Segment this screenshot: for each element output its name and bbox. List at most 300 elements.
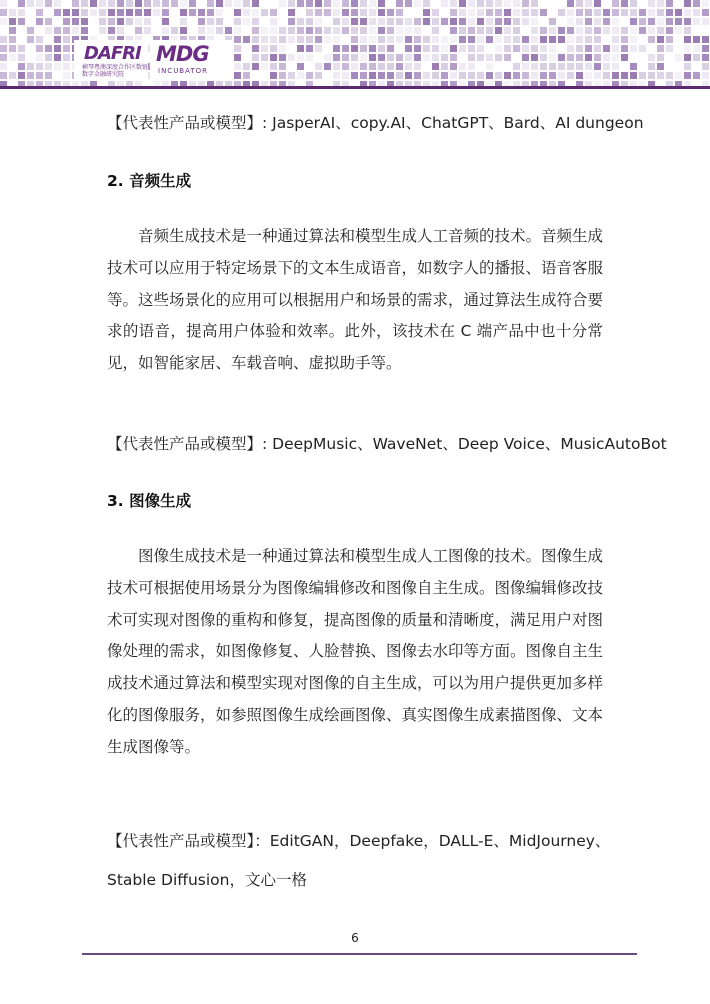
pattern-tile xyxy=(360,0,367,7)
pattern-tile xyxy=(360,36,367,43)
pattern-tile xyxy=(279,54,286,61)
pattern-tile xyxy=(342,0,349,7)
pattern-tile xyxy=(477,45,484,52)
pattern-tile xyxy=(261,54,268,61)
pattern-tile xyxy=(684,36,691,43)
pattern-tile xyxy=(468,9,475,16)
pattern-tile xyxy=(207,27,214,34)
pattern-tile xyxy=(189,0,196,7)
pattern-tile xyxy=(567,36,574,43)
pattern-tile xyxy=(63,18,70,25)
pattern-tile xyxy=(378,63,385,70)
pattern-tile xyxy=(396,72,403,79)
pattern-tile xyxy=(234,0,241,7)
pattern-tile xyxy=(234,54,241,61)
pattern-tile xyxy=(594,9,601,16)
pattern-tile xyxy=(585,36,592,43)
pattern-tile xyxy=(450,36,457,43)
pattern-tile xyxy=(630,72,637,79)
pattern-tile xyxy=(261,27,268,34)
pattern-tile xyxy=(540,63,547,70)
pattern-tile xyxy=(549,27,556,34)
pattern-tile xyxy=(648,0,655,7)
pattern-tile xyxy=(369,18,376,25)
pattern-tile xyxy=(450,72,457,79)
pattern-tile xyxy=(585,27,592,34)
pattern-tile xyxy=(693,54,700,61)
pattern-tile xyxy=(648,36,655,43)
pattern-tile xyxy=(180,27,187,34)
pattern-tile xyxy=(450,54,457,61)
pattern-tile xyxy=(0,72,7,79)
pattern-tile xyxy=(189,9,196,16)
pattern-tile xyxy=(18,45,25,52)
pattern-tile xyxy=(459,27,466,34)
representative-products-text: Stable Diffusion，文心一格 xyxy=(107,871,307,889)
pattern-tile xyxy=(513,27,520,34)
pattern-tile xyxy=(558,9,565,16)
pattern-tile xyxy=(297,18,304,25)
pattern-tile xyxy=(207,0,214,7)
pattern-tile xyxy=(621,9,628,16)
pattern-tile xyxy=(684,18,691,25)
pattern-tile xyxy=(252,9,259,16)
pattern-tile xyxy=(675,9,682,16)
pattern-tile xyxy=(702,18,709,25)
pattern-tile xyxy=(396,36,403,43)
pattern-tile xyxy=(684,72,691,79)
section-heading: 2. 音频生成 xyxy=(107,172,192,190)
pattern-tile xyxy=(486,36,493,43)
pattern-tile xyxy=(495,36,502,43)
pattern-tile xyxy=(360,27,367,34)
pattern-tile xyxy=(486,0,493,7)
pattern-tile xyxy=(657,54,664,61)
pattern-tile xyxy=(666,45,673,52)
pattern-tile xyxy=(693,18,700,25)
pattern-tile xyxy=(630,27,637,34)
pattern-tile xyxy=(306,0,313,7)
pattern-tile xyxy=(549,54,556,61)
pattern-tile xyxy=(162,18,169,25)
pattern-tile xyxy=(657,0,664,7)
pattern-tile xyxy=(252,0,259,7)
pattern-tile xyxy=(54,0,61,7)
pattern-tile xyxy=(432,9,439,16)
pattern-tile xyxy=(657,36,664,43)
pattern-tile xyxy=(261,63,268,70)
pattern-tile xyxy=(315,0,322,7)
pattern-tile xyxy=(270,36,277,43)
pattern-tile xyxy=(621,36,628,43)
pattern-tile xyxy=(603,9,610,16)
pattern-tile xyxy=(396,63,403,70)
pattern-tile xyxy=(540,27,547,34)
pattern-tile xyxy=(531,63,538,70)
pattern-tile xyxy=(315,72,322,79)
pattern-tile xyxy=(270,63,277,70)
pattern-tile xyxy=(405,0,412,7)
pattern-tile xyxy=(252,45,259,52)
pattern-tile xyxy=(513,9,520,16)
pattern-tile xyxy=(477,36,484,43)
pattern-tile xyxy=(531,36,538,43)
pattern-tile xyxy=(0,0,7,7)
pattern-tile xyxy=(108,18,115,25)
pattern-tile xyxy=(558,36,565,43)
pattern-tile xyxy=(9,18,16,25)
pattern-tile xyxy=(504,45,511,52)
pattern-tile xyxy=(54,36,61,43)
pattern-tile xyxy=(648,63,655,70)
pattern-tile xyxy=(468,45,475,52)
pattern-tile xyxy=(477,0,484,7)
pattern-tile xyxy=(576,54,583,61)
pattern-tile xyxy=(90,0,97,7)
pattern-tile xyxy=(0,54,7,61)
pattern-tile xyxy=(522,54,529,61)
pattern-tile xyxy=(288,36,295,43)
pattern-tile xyxy=(495,27,502,34)
pattern-tile xyxy=(45,27,52,34)
pattern-tile xyxy=(504,54,511,61)
pattern-tile xyxy=(639,72,646,79)
pattern-tile xyxy=(477,27,484,34)
pattern-tile xyxy=(45,63,52,70)
pattern-tile xyxy=(576,9,583,16)
pattern-tile xyxy=(603,45,610,52)
pattern-tile xyxy=(522,18,529,25)
pattern-tile xyxy=(324,27,331,34)
pattern-tile xyxy=(9,45,16,52)
pattern-tile xyxy=(378,18,385,25)
pattern-tile xyxy=(126,18,133,25)
pattern-tile xyxy=(117,27,124,34)
pattern-tile xyxy=(144,18,151,25)
pattern-tile xyxy=(288,18,295,25)
pattern-tile xyxy=(360,45,367,52)
pattern-tile xyxy=(270,27,277,34)
pattern-tile xyxy=(639,27,646,34)
pattern-tile xyxy=(414,63,421,70)
pattern-tile xyxy=(612,9,619,16)
pattern-tile xyxy=(432,18,439,25)
pattern-tile xyxy=(81,27,88,34)
pattern-tile xyxy=(423,36,430,43)
pattern-tile xyxy=(45,18,52,25)
pattern-tile xyxy=(288,9,295,16)
pattern-tile xyxy=(234,9,241,16)
pattern-tile xyxy=(369,54,376,61)
pattern-tile xyxy=(567,0,574,7)
pattern-tile xyxy=(297,54,304,61)
pattern-tile xyxy=(333,45,340,52)
pattern-tile xyxy=(369,0,376,7)
pattern-tile xyxy=(135,9,142,16)
pattern-tile xyxy=(270,72,277,79)
pattern-tile xyxy=(531,45,538,52)
pattern-tile xyxy=(693,36,700,43)
pattern-tile xyxy=(684,9,691,16)
pattern-tile xyxy=(702,9,709,16)
pattern-tile xyxy=(432,54,439,61)
pattern-tile xyxy=(63,54,70,61)
pattern-tile xyxy=(405,54,412,61)
pattern-tile xyxy=(558,54,565,61)
pattern-tile xyxy=(612,27,619,34)
footer-divider xyxy=(82,953,637,955)
header-divider xyxy=(0,86,710,89)
paragraph: 音频生成技术是一种通过算法和模型生成人工音频的技术。音频生成技术可以应用于特定场景下的文本生成语音，如数字人的播报、语音客服等。这些场景化的应用可以根据用户和场景的需求，通过算法生成符合要求的语音，提高用户体验和效率。此外，该技术在 C 端产品中也十分常见，如智能家居、车载音响、虚拟助手等。 xyxy=(107,227,604,373)
pattern-tile xyxy=(279,63,286,70)
pattern-tile xyxy=(351,36,358,43)
pattern-tile xyxy=(153,9,160,16)
pattern-tile xyxy=(252,36,259,43)
pattern-tile xyxy=(558,63,565,70)
pattern-tile xyxy=(549,63,556,70)
pattern-tile xyxy=(459,45,466,52)
pattern-tile xyxy=(630,36,637,43)
pattern-tile xyxy=(45,54,52,61)
pattern-tile xyxy=(342,54,349,61)
pattern-tile xyxy=(612,54,619,61)
pattern-tile xyxy=(378,27,385,34)
pattern-tile xyxy=(639,45,646,52)
pattern-tile xyxy=(414,72,421,79)
pattern-tile xyxy=(342,45,349,52)
pattern-tile xyxy=(387,27,394,34)
pattern-tile xyxy=(630,0,637,7)
pattern-tile xyxy=(270,18,277,25)
pattern-tile xyxy=(297,36,304,43)
pattern-tile xyxy=(36,0,43,7)
pattern-tile xyxy=(225,0,232,7)
pattern-tile xyxy=(180,18,187,25)
pattern-tile xyxy=(414,0,421,7)
pattern-tile xyxy=(684,27,691,34)
pattern-tile xyxy=(9,72,16,79)
pattern-tile xyxy=(405,72,412,79)
pattern-tile xyxy=(360,9,367,16)
pattern-tile xyxy=(45,72,52,79)
pattern-tile xyxy=(333,72,340,79)
pattern-tile xyxy=(216,0,223,7)
pattern-tile xyxy=(36,63,43,70)
pattern-tile xyxy=(423,18,430,25)
pattern-tile xyxy=(72,27,79,34)
pattern-tile xyxy=(297,45,304,52)
pattern-tile xyxy=(351,54,358,61)
pattern-tile xyxy=(423,9,430,16)
pattern-tile xyxy=(72,9,79,16)
pattern-tile xyxy=(495,72,502,79)
pattern-tile xyxy=(612,72,619,79)
pattern-tile xyxy=(369,63,376,70)
pattern-tile xyxy=(18,54,25,61)
mdg-incubator-logo: MDG INCUBATOR xyxy=(150,40,232,80)
pattern-tile xyxy=(486,18,493,25)
pattern-tile xyxy=(0,9,7,16)
pattern-tile xyxy=(666,0,673,7)
representative-products-text: 【代表性产品或模型】: JasperAI、copy.AI、ChatGPT、Bard、AI dungeon xyxy=(107,114,644,132)
pattern-tile xyxy=(117,0,124,7)
pattern-tile xyxy=(54,45,61,52)
pattern-tile xyxy=(414,54,421,61)
pattern-tile xyxy=(441,0,448,7)
pattern-tile xyxy=(315,9,322,16)
pattern-tile xyxy=(459,18,466,25)
pattern-tile xyxy=(108,27,115,34)
pattern-tile xyxy=(207,9,214,16)
pattern-tile xyxy=(144,0,151,7)
pattern-tile xyxy=(288,27,295,34)
pattern-tile xyxy=(675,72,682,79)
pattern-tile xyxy=(27,27,34,34)
pattern-tile xyxy=(54,54,61,61)
pattern-tile xyxy=(63,9,70,16)
pattern-tile xyxy=(594,36,601,43)
pattern-tile xyxy=(324,54,331,61)
pattern-tile xyxy=(594,54,601,61)
pattern-tile xyxy=(531,18,538,25)
pattern-tile xyxy=(54,27,61,34)
pattern-tile xyxy=(279,72,286,79)
pattern-tile xyxy=(522,63,529,70)
pattern-tile xyxy=(369,36,376,43)
pattern-tile xyxy=(333,63,340,70)
pattern-tile xyxy=(486,54,493,61)
pattern-tile xyxy=(621,27,628,34)
pattern-tile xyxy=(612,36,619,43)
pattern-tile xyxy=(27,63,34,70)
pattern-tile xyxy=(9,54,16,61)
pattern-tile xyxy=(378,45,385,52)
pattern-tile xyxy=(585,0,592,7)
pattern-tile xyxy=(648,18,655,25)
pattern-tile xyxy=(531,27,538,34)
pattern-tile xyxy=(684,63,691,70)
pattern-tile xyxy=(702,0,709,7)
pattern-tile xyxy=(297,0,304,7)
pattern-tile xyxy=(666,27,673,34)
pattern-tile xyxy=(63,36,70,43)
pattern-tile xyxy=(360,63,367,70)
pattern-tile xyxy=(270,45,277,52)
pattern-tile xyxy=(486,72,493,79)
pattern-tile xyxy=(540,45,547,52)
pattern-tile xyxy=(549,36,556,43)
pattern-tile xyxy=(531,0,538,7)
pattern-tile xyxy=(486,63,493,70)
pattern-tile xyxy=(198,9,205,16)
pattern-tile xyxy=(270,54,277,61)
pattern-tile xyxy=(333,18,340,25)
pattern-tile xyxy=(144,27,151,34)
pattern-tile xyxy=(441,54,448,61)
pattern-tile xyxy=(477,72,484,79)
pattern-tile xyxy=(333,54,340,61)
pattern-tile xyxy=(423,0,430,7)
pattern-tile xyxy=(504,9,511,16)
pattern-tile xyxy=(459,36,466,43)
pattern-tile xyxy=(594,27,601,34)
pattern-tile xyxy=(432,72,439,79)
pattern-tile xyxy=(594,72,601,79)
pattern-tile xyxy=(54,63,61,70)
paragraph: 图像生成技术是一种通过算法和模型生成人工图像的技术。图像生成技术可根据使用场景分为图像编辑修改和图像自主生成。图像编辑修改技术可实现对图像的重构和修复，提高图像的质量和清晰度，满足用户对图像处理的需求，如图像修复、人脸替换、图像去水印等方面。图像自主生成技术通过算法和模型实现对图像的自主生成，可以为用户提供更加多样化的图像服务，如参照图像生成绘画图像、真实图像生成素描图像、文本生成图像等。 xyxy=(107,547,604,756)
pattern-tile xyxy=(531,9,538,16)
pattern-tile xyxy=(495,9,502,16)
pattern-tile xyxy=(36,54,43,61)
pattern-tile xyxy=(45,45,52,52)
pattern-tile xyxy=(657,27,664,34)
pattern-tile xyxy=(36,45,43,52)
pattern-tile xyxy=(279,0,286,7)
pattern-tile xyxy=(306,9,313,16)
pattern-tile xyxy=(36,18,43,25)
pattern-tile xyxy=(252,27,259,34)
pattern-tile xyxy=(396,18,403,25)
pattern-tile xyxy=(567,27,574,34)
pattern-tile xyxy=(378,54,385,61)
pattern-tile xyxy=(459,0,466,7)
pattern-tile xyxy=(234,27,241,34)
pattern-tile xyxy=(441,18,448,25)
pattern-tile xyxy=(324,36,331,43)
pattern-tile xyxy=(621,72,628,79)
pattern-tile xyxy=(675,54,682,61)
pattern-tile xyxy=(387,72,394,79)
pattern-tile xyxy=(234,45,241,52)
pattern-tile xyxy=(279,36,286,43)
pattern-tile xyxy=(495,18,502,25)
pattern-tile xyxy=(513,18,520,25)
pattern-tile xyxy=(621,54,628,61)
pattern-tile xyxy=(567,54,574,61)
pattern-tile xyxy=(270,9,277,16)
pattern-tile xyxy=(585,9,592,16)
pattern-tile xyxy=(306,36,313,43)
pattern-tile xyxy=(0,36,7,43)
pattern-tile xyxy=(180,0,187,7)
pattern-tile xyxy=(612,45,619,52)
pattern-tile xyxy=(72,0,79,7)
pattern-tile xyxy=(594,0,601,7)
pattern-tile xyxy=(612,63,619,70)
pattern-tile xyxy=(540,72,547,79)
pattern-tile xyxy=(99,27,106,34)
pattern-tile xyxy=(297,27,304,34)
pattern-tile xyxy=(576,18,583,25)
pattern-tile xyxy=(36,9,43,16)
pattern-tile xyxy=(549,18,556,25)
pattern-tile xyxy=(630,9,637,16)
pattern-tile xyxy=(252,18,259,25)
pattern-tile xyxy=(117,18,124,25)
pattern-tile xyxy=(450,27,457,34)
pattern-tile xyxy=(18,0,25,7)
pattern-tile xyxy=(261,45,268,52)
representative-products-text: 【代表性产品或模型】：EditGAN，Deepfake，DALL-E、MidJourney、 xyxy=(107,832,611,850)
pattern-tile xyxy=(423,72,430,79)
pattern-tile xyxy=(585,18,592,25)
pattern-tile xyxy=(450,0,457,7)
pattern-tile xyxy=(603,27,610,34)
pattern-tile xyxy=(468,36,475,43)
pattern-tile xyxy=(405,63,412,70)
pattern-tile xyxy=(459,72,466,79)
pattern-tile xyxy=(666,18,673,25)
